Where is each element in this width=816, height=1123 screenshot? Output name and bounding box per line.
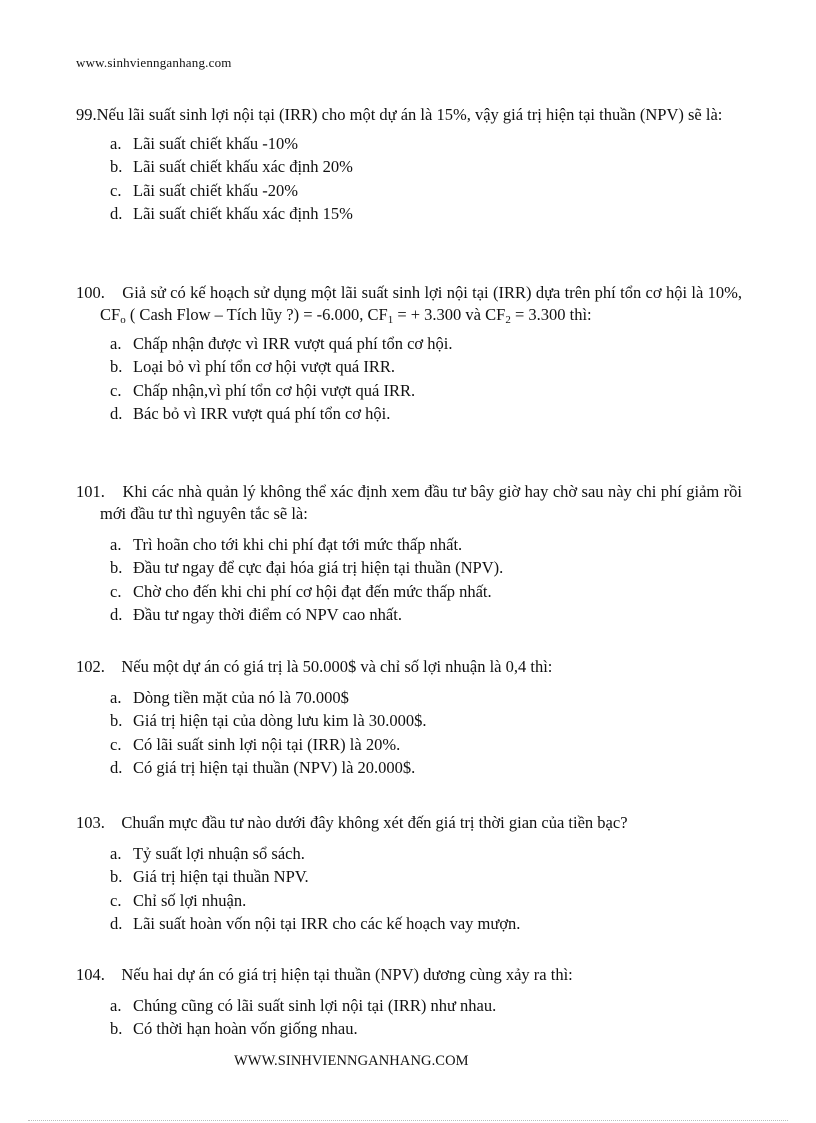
option-d[interactable]	[76, 912, 742, 935]
question-number: 102.	[76, 657, 105, 676]
option-letter: b.	[110, 1019, 123, 1039]
option-b[interactable]	[76, 865, 742, 888]
option-letter: b.	[110, 867, 123, 887]
option-b[interactable]	[76, 1017, 742, 1040]
option-b[interactable]	[76, 556, 742, 579]
option-text: Chấp nhận,vì phí tổn cơ hội vượt quá IRR.	[133, 380, 416, 400]
option-letter: a.	[110, 996, 122, 1015]
option-text: Bác bỏ vì IRR vượt quá phí tổn cơ hội.	[133, 403, 391, 423]
question-text	[76, 481, 742, 525]
option-text: Lãi suất hoàn vốn nội tại IRR cho các kế hoạch vay mượn.	[133, 913, 521, 933]
option-letter: d.	[110, 403, 123, 423]
option-letter: a.	[110, 134, 122, 153]
option-text: Lãi suất chiết khấu xác định 15%	[133, 203, 353, 223]
question-body: Khi các nhà quản lý không thể xác định xem đầu tư bây giờ hay chờ sau này chi phí giảm rồi mới đầu tư thì nguyên tắc sẽ là:	[100, 482, 742, 523]
option-a[interactable]	[76, 533, 742, 556]
option-d[interactable]	[76, 603, 742, 626]
option-text: Lãi suất chiết khấu -10%	[133, 134, 298, 153]
option-b[interactable]	[76, 355, 742, 378]
footer-site-url: WWW.SINHVIENNGANHANG.COM	[234, 1053, 469, 1069]
question-number: 99.	[76, 105, 97, 124]
option-b[interactable]	[76, 155, 742, 178]
option-letter: c.	[110, 734, 122, 754]
option-c[interactable]	[76, 733, 742, 756]
option-text: Có thời hạn hoàn vốn giống nhau.	[133, 1019, 358, 1039]
question-text	[76, 656, 742, 678]
option-text: Tỷ suất lợi nhuận sổ sách.	[133, 844, 305, 863]
option-a[interactable]	[76, 332, 742, 355]
option-a[interactable]	[76, 686, 742, 709]
question-103	[76, 812, 742, 935]
option-c[interactable]	[76, 889, 742, 912]
options-list	[76, 994, 742, 1041]
option-letter: b.	[110, 558, 123, 578]
question-body-part: = 3.300 thì:	[510, 305, 592, 324]
option-d[interactable]	[76, 402, 742, 425]
option-text: Giá trị hiện tại của dòng lưu kim là 30.000$.	[133, 711, 427, 731]
question-number: 103.	[76, 813, 105, 832]
question-102	[76, 656, 742, 779]
option-letter: d.	[110, 757, 123, 777]
option-c[interactable]	[76, 179, 742, 202]
options-list	[76, 332, 742, 425]
question-body-part: ( Cash Flow – Tích lũy ?) = -6.000, CF	[125, 305, 388, 324]
option-text: Có giá trị hiện tại thuần (NPV) là 20.000$.	[133, 757, 416, 777]
header-site-url: www.sinhviennganhang.com	[76, 55, 232, 70]
options-list	[76, 132, 742, 225]
cf-subscript: o	[120, 314, 126, 326]
option-letter: d.	[110, 604, 123, 624]
option-b[interactable]	[76, 709, 742, 732]
question-body-part: = + 3.300 và CF	[393, 305, 506, 324]
option-text: Đầu tư ngay để cực đại hóa giá trị hiện tại thuần (NPV).	[133, 558, 504, 578]
option-a[interactable]	[76, 994, 742, 1017]
option-text: Chỉ số lợi nhuận.	[133, 890, 247, 910]
option-letter: c.	[110, 180, 122, 200]
question-body: Nếu lãi suất sinh lợi nội tại (IRR) cho một dự án là 15%, vậy giá trị hiện tại thuần (NPV) sẽ là:	[96, 105, 723, 124]
question-body-part: Giả sử có kế hoạch sử dụng một lãi suất sinh lợi nội tại (IRR) dựa trên phí tổn cơ hội là 10%, CF	[100, 283, 743, 324]
option-a[interactable]	[76, 132, 742, 155]
options-list	[76, 842, 742, 935]
option-letter: a.	[110, 334, 122, 353]
option-letter: a.	[110, 844, 122, 863]
question-100	[76, 282, 742, 425]
option-text: Đầu tư ngay thời điểm có NPV cao nhất.	[133, 604, 402, 624]
question-body: Chuẩn mực đầu tư nào dưới đây không xét đến giá trị thời gian của tiền bạc?	[121, 813, 628, 832]
question-number: 101.	[76, 482, 105, 501]
page-bottom-divider	[28, 1120, 788, 1121]
option-letter: c.	[110, 380, 122, 400]
question-104	[76, 964, 742, 1041]
cf-subscript: 2	[505, 314, 511, 326]
option-letter: b.	[110, 357, 123, 377]
options-list	[76, 686, 742, 779]
option-c[interactable]	[76, 379, 742, 402]
question-101	[76, 481, 742, 626]
option-letter: a.	[110, 688, 122, 707]
question-number: 104.	[76, 965, 105, 984]
question-text	[76, 964, 742, 986]
question-text	[76, 104, 742, 126]
option-d[interactable]	[76, 202, 742, 225]
option-a[interactable]	[76, 842, 742, 865]
option-text: Loại bỏ vì phí tổn cơ hội vượt quá IRR.	[133, 357, 395, 377]
option-text: Lãi suất chiết khấu xác định 20%	[133, 157, 353, 177]
option-letter: a.	[110, 535, 122, 554]
options-list	[76, 533, 742, 626]
option-letter: c.	[110, 581, 122, 601]
option-text: Trì hoãn cho tới khi chi phí đạt tới mức thấp nhất.	[133, 535, 463, 554]
option-text: Chúng cũng có lãi suất sinh lợi nội tại (IRR) như nhau.	[133, 996, 497, 1015]
option-text: Dòng tiền mặt của nó là 70.000$	[133, 688, 349, 707]
option-letter: d.	[110, 203, 123, 223]
option-letter: c.	[110, 890, 122, 910]
question-body: Nếu hai dự án có giá trị hiện tại thuần (NPV) dương cùng xảy ra thì:	[121, 965, 573, 984]
option-letter: b.	[110, 711, 123, 731]
option-text: Chấp nhận được vì IRR vượt quá phí tổn cơ hội.	[133, 334, 453, 353]
question-99	[76, 104, 742, 225]
question-number: 100.	[76, 283, 105, 302]
option-letter: b.	[110, 157, 123, 177]
cf-subscript: 1	[387, 314, 394, 326]
option-d[interactable]	[76, 756, 742, 779]
option-text: Chờ cho đến khi chi phí cơ hội đạt đến mức thấp nhất.	[133, 581, 492, 601]
option-text: Lãi suất chiết khấu -20%	[133, 180, 298, 200]
question-text	[76, 812, 742, 834]
option-text: Giá trị hiện tại thuần NPV.	[133, 867, 309, 887]
option-c[interactable]	[76, 580, 742, 603]
option-text: Có lãi suất sinh lợi nội tại (IRR) là 20%.	[133, 734, 401, 754]
question-text	[76, 282, 742, 326]
option-letter: d.	[110, 913, 123, 933]
question-body: Nếu một dự án có giá trị là 50.000$ và chỉ số lợi nhuận là 0,4 thì:	[121, 657, 553, 676]
